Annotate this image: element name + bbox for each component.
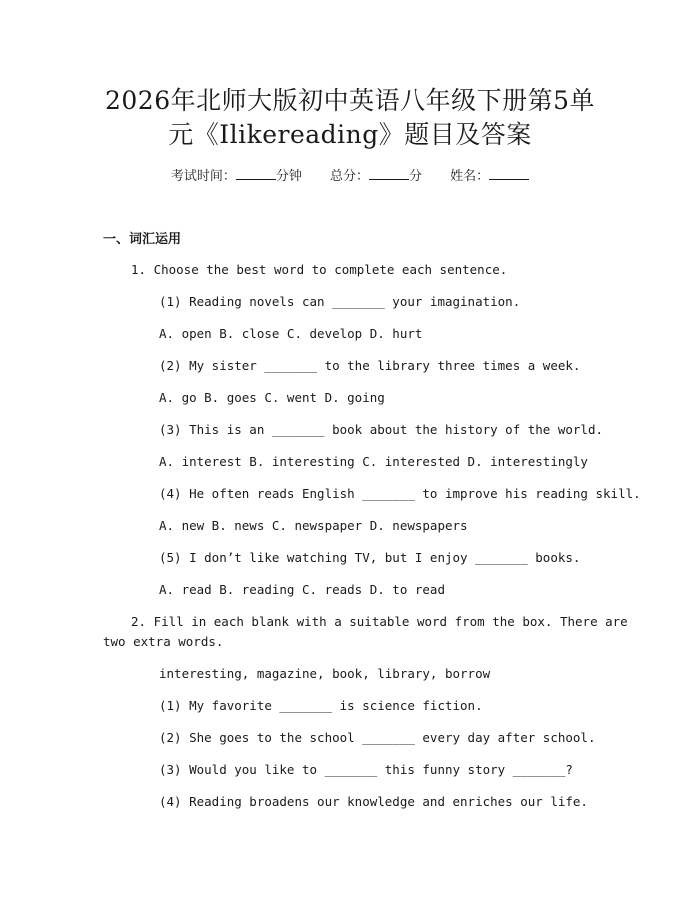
total-score-label: 总分：: [329, 169, 369, 184]
exam-time-unit: 分钟: [275, 169, 302, 184]
document-title-line-2: 元《Ilikereading》题目及答案: [168, 120, 532, 149]
question-1-item-1-stem: (1) Reading novels can _______ your imagination.: [159, 294, 521, 309]
question-1-item-1-options: A. open B. close C. develop D. hurt: [159, 326, 423, 341]
question-1-item-4-stem: (4) He often reads English _______ to improve his reading skill.: [159, 486, 641, 501]
question-1-item-5-stem: (5) I don’t like watching TV, but I enjoy _______ books.: [159, 550, 581, 565]
question-1-item-3-options: A. interest B. interesting C. interested D. interestingly: [159, 454, 588, 469]
section-heading: 一、词汇运用: [103, 232, 182, 247]
question-1-item-3-stem: (3) This is an _______ book about the history of the world.: [159, 422, 604, 437]
question-1-item-5-options: A. read B. reading C. reads D. to read: [159, 582, 445, 597]
student-name-blank: [489, 167, 529, 180]
question-1-prompt: 1. Choose the best word to complete each sentence.: [131, 262, 508, 277]
question-1-item-4-options: A. new B. news C. newspaper D. newspapers: [159, 518, 468, 533]
exam-meta-row: [0, 167, 700, 187]
exam-time-label: 考试时间：: [170, 169, 236, 184]
student-name-label: 姓名：: [450, 169, 490, 184]
total-score-unit: 分: [409, 169, 423, 184]
total-score-field: [330, 169, 422, 184]
question-2-item-1: (1) My favorite _______ is science fiction.: [159, 698, 483, 713]
word-box: interesting, magazine, book, library, borrow: [159, 666, 491, 681]
exam-time-field: [171, 169, 302, 184]
student-name-field: [450, 169, 529, 184]
question-2-item-2: (2) She goes to the school _______ every day after school.: [159, 730, 596, 745]
document-title-line-1: 2026年北师大版初中英语八年级下册第5单: [104, 86, 596, 115]
total-score-blank: [369, 167, 409, 180]
question-2-item-3: (3) Would you like to _______ this funny story _______?: [159, 762, 573, 777]
question-2-prompt-line-1: 2. Fill in each blank with a suitable word from the box. There are: [131, 614, 628, 629]
question-2-item-4: (4) Reading broadens our knowledge and enriches our life.: [159, 794, 588, 809]
question-1-item-2-stem: (2) My sister _______ to the library three times a week.: [159, 358, 581, 373]
question-2-prompt-line-2: two extra words.: [103, 634, 224, 649]
exam-time-blank: [236, 167, 276, 180]
question-1-item-2-options: A. go B. goes C. went D. going: [159, 390, 385, 405]
